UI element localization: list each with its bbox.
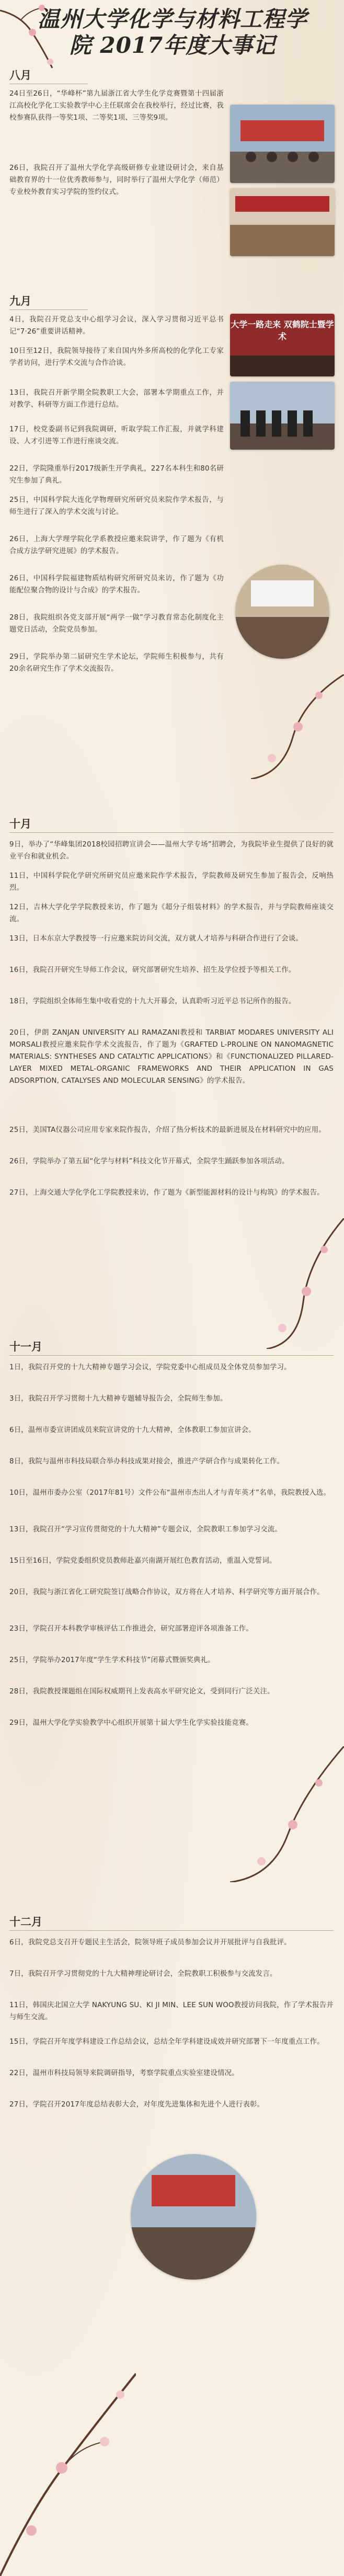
plum-branch-decoration [240,674,344,779]
sep-paragraph: 22日，学院隆重举行2017级新生开学典礼，227名本科生和80名研究生参加了典礼。 [9,465,224,485]
dec-paragraph: 6日，我院党总支召开专题民主生活会，院领导班子成员参加会议并开展批评与自我批评。 [9,1939,291,1947]
divider [9,1930,334,1931]
oct-paragraph: 16日，我院召开研究生导师工作会议，研究部署研究生培养、招生及学位授予等相关工作。 [9,966,296,974]
oct-paragraph: 20日，伊朗 ZANJAN UNIVERSITY ALI RAMAZANI教授和 TARBIAT MODARES UNIVERSITY ALI MORSALI教授应邀来院作学术交流报告，作了题为《GRAFTED L-PROLINE ON NANOMAGNETIC MATERIALS: SYNTHESES AND CATALYTIC APPLICATIONS》和《FUNCTIONALIZED PILLARED-LAYER MIXED METAL-ORGANIC FRAMEWORKS AND THEIR APPLICATION IN GAS ADSORPTION, CATALYSES AND MOLECULAR SENSING》的学术报告。 [9,1029,334,1085]
banner-caption: 大学一路走来 双鹤院士暨学术 [231,319,334,341]
dec-paragraph: 27日，学院召开2017年度总结表彰大会，对年度先进集体和先进个人进行表彰。 [9,2101,265,2109]
month-september-heading: 九月 [9,294,31,307]
oct-paragraph: 25日，美国TA仪器公司应用专家来院作报告，介绍了热分析技术的最新进展及在材料研究中的应用。 [9,1126,326,1134]
oct-paragraph: 11日，中国科学院化学研究所研究员应邀来院作学术报告，学院教师及研究生参加了报告会，反响热烈。 [9,872,334,892]
dec-paragraph: 15日，学院召开年度学科建设工作总结会议，总结全年学科建设成效并研究部署下一年度重点工作。 [9,2038,324,2046]
plum-branch-decoration [230,1746,344,1882]
oct-paragraph: 9日，举办了“华峰集团2018校园招聘宣讲会——温州大学专场”招聘会，为我院毕业生提供了良好的就业平台和就业机会。 [9,841,334,861]
oct-paragraph: 13日，日本东京大学教授等一行应邀来院访问交流，双方就人才培养与科研合作进行了会谈。 [9,935,303,943]
sep-paragraph: 26日，中国科学院福建物质结构研究所研究员来访，作了题为《功能配位聚合物的设计与合成》的学术报告。 [9,575,224,594]
nov-paragraph: 15日至16日，学院党委组织党员教师赴嘉兴南湖开展红色教育活动，重温入党誓词。 [9,1557,277,1565]
september-group-photo [230,382,335,450]
month-october-heading: 十月 [9,817,31,830]
oct-paragraph: 12日，吉林大学化学学院教授来访，作了题为《超分子组装材料》的学术报告，并与学院教师座谈交流。 [9,903,334,923]
sep-paragraph: 4日，我院召开党总支中心组学习会议，深入学习贯彻习近平总书记“7·26”重要讲话精神。 [9,316,224,336]
august-meeting-photo [230,188,335,256]
december-event-photo [131,2154,256,2280]
page-title: 温州大学化学与材料工程学院 2017年度大事记 [37,6,307,58]
nov-paragraph: 3日，我院召开学习贯彻十九大精神专题辅导报告会，全院师生参加。 [9,1395,227,1403]
august-event-photo [230,105,335,183]
oct-paragraph: 18日，学院组织全体师生集中收看党的十九大开幕会，认真聆听习近平总书记所作的报告。 [9,998,296,1005]
sep-paragraph: 10日至12日，我院领导接待了来自国内外多所高校的化学化工专家学者访问，进行学术交流与合作洽谈。 [9,347,224,367]
nov-paragraph: 13日，我院召开“学习宣传贯彻党的十九大精神”专题会议，全院教职工参加学习交流。 [9,1526,282,1533]
month-december-heading: 十二月 [9,1915,42,1928]
nov-paragraph: 25日，学院举办2017年度“学生学术科技节”闭幕式暨颁奖典礼。 [9,1656,215,1664]
sep-paragraph: 13日，我院召开新学期全院教职工大会，部署本学期重点工作，并对教学、科研等方面工作进行总结。 [9,389,224,409]
nov-paragraph: 23日，学院召开本科教学审核评估工作推进会，研究部署迎评各项准备工作。 [9,1625,253,1633]
aug-paragraph: 26日，我院召开了温州大学化学高级研修专业建设研讨会，来自基础教育界的十一位优秀教师参与，同时举行了温州大学化学（师范）专业校外教育实习学院的签约仪式。 [9,164,224,196]
month-august-heading: 八月 [9,68,31,82]
sep-paragraph: 28日，我院组织各党支部开展“两学一做”学习教育常态化制度化主题党日活动，全院党员参加。 [9,614,224,634]
nov-paragraph: 1日，我院召开党的十九大精神专题学习会议，学院党委中心组成员及全体党员参加学习。 [9,1364,291,1371]
divider [9,832,334,833]
dec-paragraph: 11日，韩国庆北国立大学 NAKYUNG SU、KI JI MIN、LEE SUN WOO教授访问我院，作了学术报告并与师生交流。 [9,2001,334,2021]
aug-paragraph: 24日至26日，“华峰杯”第九届浙江省大学生化学竞赛暨第十四届浙江高校化学化工实验教学中心主任联席会在我校举行，经过比赛，我校参赛队获得一等奖1项、二等奖1项、三等奖9项。 [9,90,224,122]
nov-paragraph: 29日，温州大学化学实验教学中心组织开展第十届大学生化学实验技能竞赛。 [9,1719,253,1727]
divider [9,1355,334,1356]
nov-paragraph: 6日，温州市委宣讲团成员来院宣讲党的十九大精神，全体教职工参加宣讲会。 [9,1426,256,1434]
september-seminar-photo [235,565,329,659]
oct-paragraph: 26日，学院举办了第五届“化学与材料”科技文化节开幕式，全院学生踊跃参加各项活动。 [9,1158,289,1165]
sep-paragraph: 17日，校党委副书记到我院调研，听取学院工作汇报，并就学科建设、人才引进等工作进行座谈交流。 [9,426,224,445]
month-november-heading: 十一月 [9,1340,42,1353]
september-banner-photo [230,314,335,376]
dec-paragraph: 22日，温州市科技局领导来院调研指导，考察学院重点实验室建设情况。 [9,2069,239,2077]
oct-paragraph: 27日，上海交通大学化学化工学院教授来访，作了题为《新型能源材料的设计与构筑》的学术报告。 [9,1189,324,1197]
sep-paragraph: 25日，中国科学院大连化学物理研究所研究员来院作学术报告，与师生进行了深入的学术交流与讨论。 [9,496,224,516]
nov-paragraph: 10日，温州市委办公室（2017年81号）文件公布“温州市杰出人才与青年英才”名单，我院教授入选。 [9,1489,331,1497]
nov-paragraph: 8日，我院与温州市科技局联合举办科技成果对接会，推进产学研合作与成果转化工作。 [9,1458,284,1466]
plum-branch-decoration [0,2311,136,2576]
nov-paragraph: 28日，我院教授课题组在国际权威期刊上发表高水平研究论文，受到同行广泛关注。 [9,1688,274,1696]
sep-paragraph: 26日，上海大学理学院化学系教授应邀来院讲学，作了题为《有机合成方法学研究进展》的学术报告。 [9,535,224,555]
nov-paragraph: 20日，我院与浙江省化工研究院签订战略合作协议，双方将在人才培养、科学研究等方面开展合作。 [9,1588,324,1596]
dec-paragraph: 7日，我院召开学习贯彻党的十九大精神理论研讨会，全院教职工积极参与交流发言。 [9,1970,277,1978]
sep-paragraph: 29日，学院举办第二届研究生学术论坛，学院师生积极参与，共有20余名研究生作了学术交流报告。 [9,653,224,673]
plum-branch-decoration [261,1218,344,1349]
